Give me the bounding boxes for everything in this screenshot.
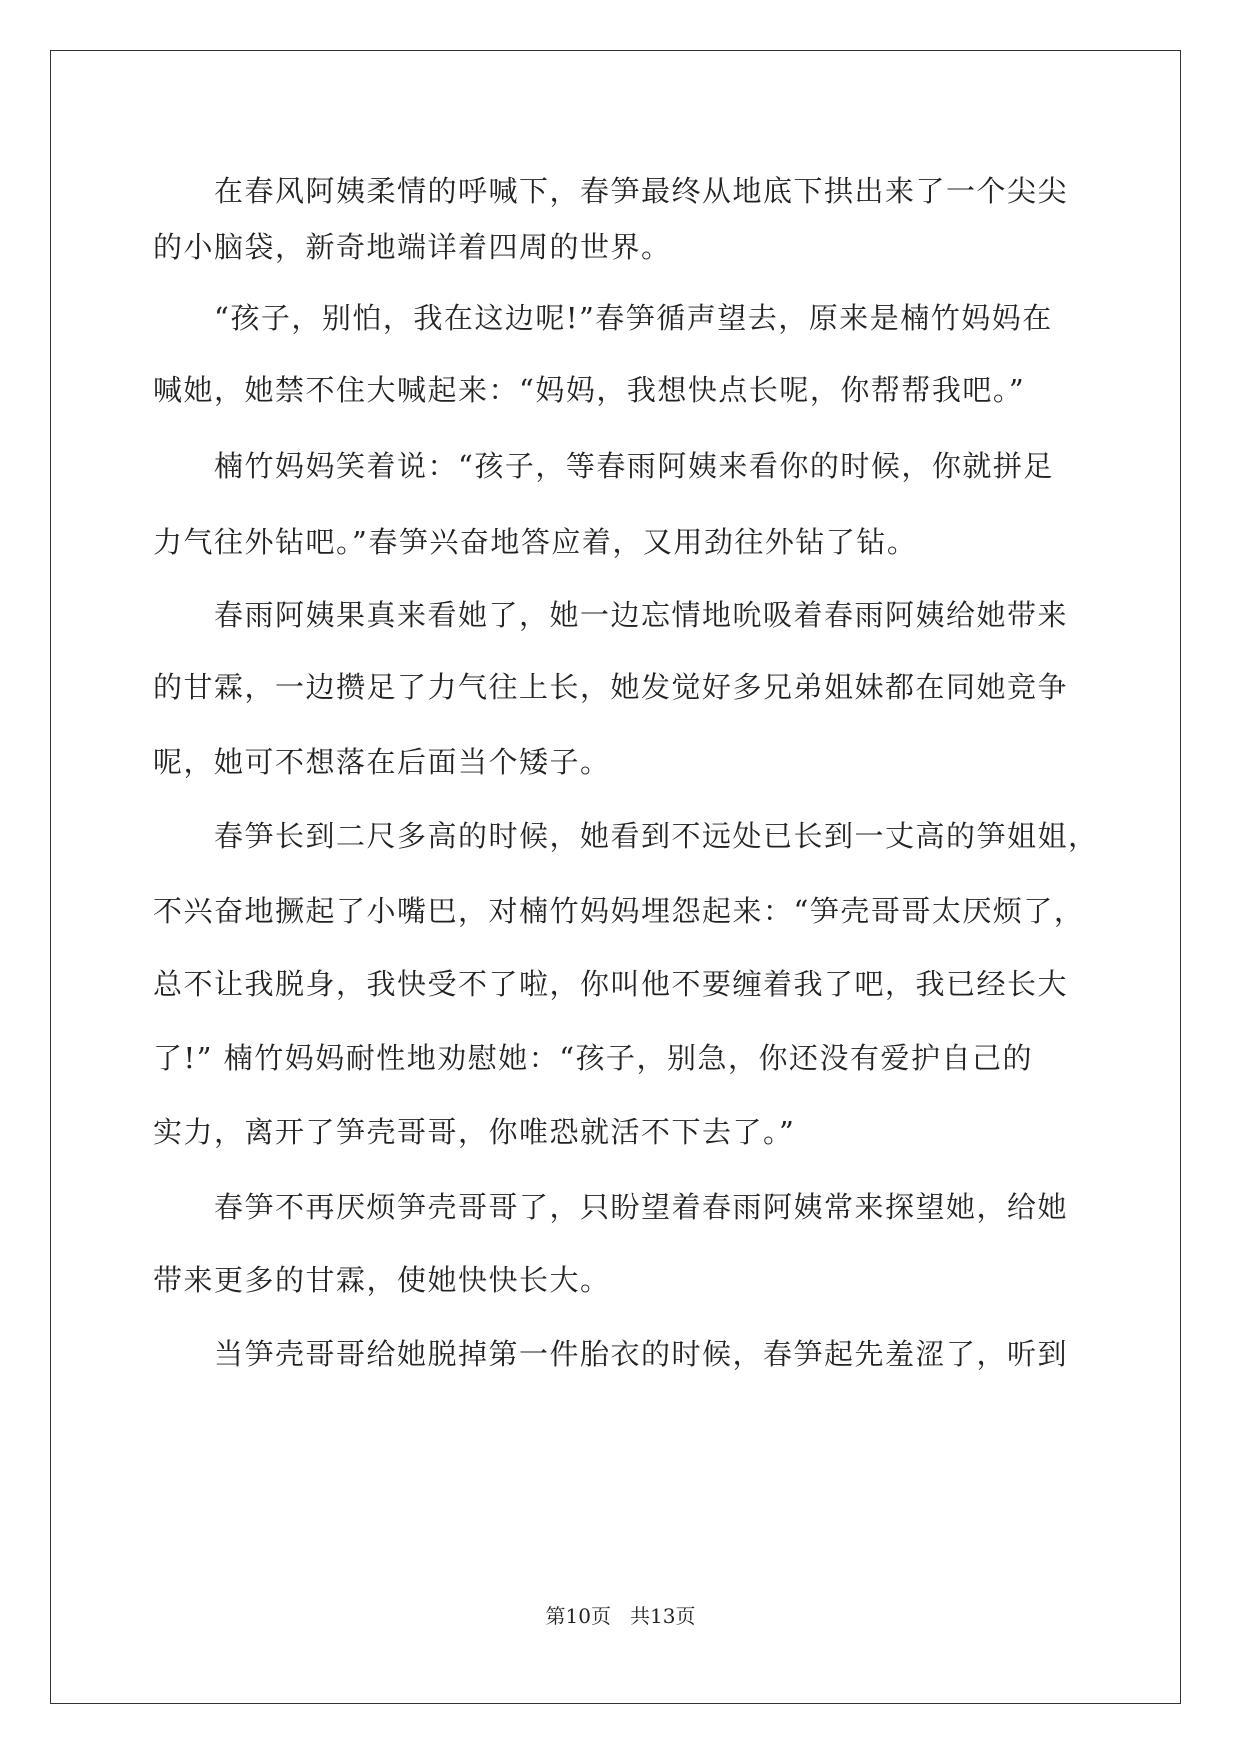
text-line: 的甘霖，一边攒足了力气往上长，她发觉好多兄弟姐妹都在同她竞争 [153,670,1069,704]
text-line: 春笋不再厌烦笋壳哥哥了，只盼望着春雨阿姨常来探望她，给她 [214,1190,1069,1224]
page-number-footer: 第10页 共13页 [545,1604,696,1628]
text-line: 的小脑袋，新奇地端详着四周的世界。 [153,230,672,264]
text-line: 楠竹妈妈笑着说：“孩子，等春雨阿姨来看你的时候，你就拼足 [214,449,1054,483]
text-line: 了!” 楠竹妈妈耐性地劝慰她：“孩子，别急，你还没有爱护自己的 [153,1041,1034,1075]
text-line: 喊她，她禁不住大喊起来：“妈妈，我想快点长呢，你帮帮我吧。” [153,373,1026,407]
text-line: 带来更多的甘霖，使她快快长大。 [153,1263,611,1297]
text-line: 在春风阿姨柔情的呼喊下，春笋最终从地底下拱出来了一个尖尖 [214,174,1069,208]
text-line: 春笋长到二尺多高的时候，她看到不远处已长到一丈高的笋姐姐， [214,819,1099,853]
text-line: 不兴奋地撅起了小嘴巴，对楠竹妈妈埋怨起来：“笋壳哥哥太厌烦了， [153,894,1085,928]
text-line: 实力，离开了笋壳哥哥，你唯恐就活不下去了。” [153,1115,796,1149]
text-line: “孩子，别怕，我在这边呢!”春笋循声望去，原来是楠竹妈妈在 [214,301,1053,335]
page-border [50,50,1181,1704]
text-line: 呢，她可不想落在后面当个矮子。 [153,745,611,779]
text-line: 当笋壳哥哥给她脱掉第一件胎衣的时候，春笋起先羞涩了，听到 [214,1337,1069,1371]
text-line: 力气往外钻吧。”春笋兴奋地答应着，又用劲往外钻了钻。 [153,525,918,559]
text-line: 春雨阿姨果真来看她了，她一边忘情地吮吸着春雨阿姨给她带来 [214,598,1069,632]
text-line: 总不让我脱身，我快受不了啦，你叫他不要缠着我了吧，我已经长大 [153,967,1069,1001]
